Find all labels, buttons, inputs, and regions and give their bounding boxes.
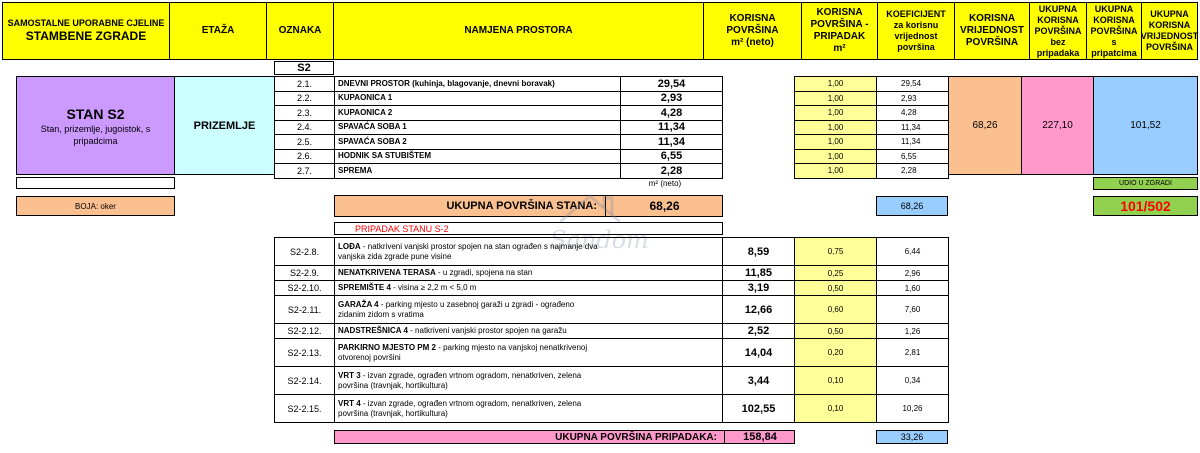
appurtenance-name: NADSTREŠNICA 4 xyxy=(338,326,408,335)
unit-code-label: S2 xyxy=(274,61,334,75)
unit-description: Stan, prizemlje, jugoistok, s pripadcima xyxy=(40,123,151,146)
total-value: 101,52 xyxy=(1093,76,1198,175)
appurtenance-detail: - izvan zgrade, ograđen vrtnom ogradom, nenatkriven, zelena površina (travnjak, hortikultura) xyxy=(338,398,582,418)
total-with-appurtenances: 227,10 xyxy=(1021,76,1094,175)
appurtenance-name: NENATKRIVENA TERASA xyxy=(338,268,436,277)
appurtenance-name: VRT 4 xyxy=(338,398,361,408)
appurtenance-code: S2-2.8. xyxy=(274,237,335,266)
room-area: 2,28 xyxy=(620,163,723,179)
appurtenance-value: 10,26 xyxy=(876,394,949,423)
room-value: 11,34 xyxy=(876,134,949,150)
room-code: 2.7. xyxy=(274,163,335,179)
room-code: 2.2. xyxy=(274,91,335,107)
appurtenance-desc xyxy=(334,366,723,395)
total-app-area: 158,84 xyxy=(724,431,795,443)
appurtenance-value: 6,44 xyxy=(876,237,949,266)
appurtenance-detail: - visina ≥ 2,2 m < 5,0 m xyxy=(390,283,477,292)
room-coef: 1,00 xyxy=(794,120,877,136)
total-app-row xyxy=(334,430,795,444)
unit-name: STAN S2 xyxy=(66,105,125,122)
room-name: DNEVNI PROSTOR (kuhinja, blagovanje, dnevni boravak) xyxy=(334,76,621,92)
room-coef: 1,00 xyxy=(794,91,877,107)
room-value: 29,54 xyxy=(876,76,949,92)
appurtenance-coef: 0,50 xyxy=(794,323,877,339)
room-area: 4,28 xyxy=(620,105,723,121)
color-label: BOJA: oker xyxy=(16,196,175,216)
empty-cell xyxy=(16,177,175,189)
room-code: 2.6. xyxy=(274,149,335,165)
room-value: 6,55 xyxy=(876,149,949,165)
total-app-value: 33,26 xyxy=(876,430,948,444)
header-pripadak xyxy=(801,2,878,60)
header-unit-title xyxy=(2,2,170,60)
appurtenance-desc xyxy=(334,280,723,296)
appurtenance-value: 0,34 xyxy=(876,366,949,395)
appurtenance-detail: - natkriveni vanjski prostor spojen na stan ograđen s najmanje dva vanjska zida zgrade pune visine xyxy=(338,241,598,261)
appurtenance-area: 11,85 xyxy=(722,265,795,281)
share-value: 101/502 xyxy=(1093,196,1198,216)
appurtenance-desc xyxy=(334,265,723,281)
header-ukupna-bez: UKUPNA KORISNA POVRŠINA bez pripadaka xyxy=(1029,2,1087,60)
appurtenance-name: LOĐA xyxy=(338,241,361,251)
appurtenance-coef: 0,10 xyxy=(794,366,877,395)
total-flat-value: 68,26 xyxy=(876,196,948,216)
room-coef: 1,00 xyxy=(794,76,877,92)
header-koeficijent: KOEFICIJENT za korisnu vrijednost površina xyxy=(877,2,955,60)
appurtenance-value: 2,96 xyxy=(876,265,949,281)
appurtenance-code: S2-2.13. xyxy=(274,338,335,367)
header-pripadak-unit: m² xyxy=(833,43,846,54)
appurtenance-code: S2-2.11. xyxy=(274,295,335,324)
share-label: UDIO U ZGRADI xyxy=(1093,177,1198,190)
header-unit-line2: STAMBENE ZGRADE xyxy=(25,29,147,43)
appurtenance-detail: - izvan zgrade, ograđen vrtnom ogradom, nenatkriven, zelena površina (travnjak, hortikultura) xyxy=(338,370,582,390)
appurtenance-coef: 0,60 xyxy=(794,295,877,324)
appurtenance-code: S2-2.14. xyxy=(274,366,335,395)
appurtenance-area: 12,66 xyxy=(722,295,795,324)
room-name: HODNIK SA STUBIŠTEM xyxy=(334,149,621,165)
appurtenance-code: S2-2.15. xyxy=(274,394,335,423)
appurtenance-value: 2,81 xyxy=(876,338,949,367)
appurtenance-coef: 0,75 xyxy=(794,237,877,266)
appurtenance-name: SPREMIŠTE 4 xyxy=(338,283,391,292)
room-coef: 1,00 xyxy=(794,134,877,150)
appurtenance-detail: - u zgradi, spojena na stan xyxy=(435,268,533,277)
room-name: SPREMA xyxy=(334,163,621,179)
appurtenance-desc xyxy=(334,295,723,324)
room-coef: 1,00 xyxy=(794,163,877,179)
appurtenance-desc xyxy=(334,394,723,423)
appurtenance-coef: 0,20 xyxy=(794,338,877,367)
appurtenance-title xyxy=(334,222,723,235)
room-value: 4,28 xyxy=(876,105,949,121)
room-area: 6,55 xyxy=(620,149,723,165)
header-vrijednost: KORISNA VRIJEDNOST POVRŠINA xyxy=(954,2,1030,60)
header-korisna xyxy=(703,2,802,60)
appurtenance-coef: 0,50 xyxy=(794,280,877,296)
appurtenance-area: 14,04 xyxy=(722,338,795,367)
header-etaza: ETAŽA xyxy=(169,2,267,60)
appurtenance-detail: - parking mjesto u zasebnoj garaži u zgradi - ograđeno zidanim zidom s vratima xyxy=(338,299,575,319)
room-value: 2,28 xyxy=(876,163,949,179)
room-code: 2.5. xyxy=(274,134,335,150)
header-ukupna-s: UKUPNA KORISNA POVRŠINA s pripatcima xyxy=(1086,2,1142,60)
appurtenance-detail: - natkriveni vanjski prostor spojen na garažu xyxy=(407,326,567,335)
appurtenance-coef: 0,10 xyxy=(794,394,877,423)
room-value: 11,34 xyxy=(876,120,949,136)
appurtenance-desc xyxy=(334,237,723,266)
appurtenance-detail: - parking mjesto na vanjskoj nenatkrivenoj otvorenoj površini xyxy=(338,342,588,362)
watermark-text: Sandom xyxy=(550,226,649,254)
appurtenance-coef: 0,25 xyxy=(794,265,877,281)
room-name: KUPAONICA 2 xyxy=(334,105,621,121)
appurtenance-area: 3,44 xyxy=(722,366,795,395)
room-area: 11,34 xyxy=(620,134,723,150)
appurtenance-value: 7,60 xyxy=(876,295,949,324)
total-app-label: UKUPNA POVRŠINA PRIPADAKA: xyxy=(555,431,717,443)
room-area: 11,34 xyxy=(620,120,723,136)
unit-note: m² (neto) xyxy=(648,178,682,188)
appurtenance-desc xyxy=(334,338,723,367)
appurtenance-desc xyxy=(334,323,723,339)
room-coef: 1,00 xyxy=(794,149,877,165)
room-code: 2.3. xyxy=(274,105,335,121)
room-code: 2.1. xyxy=(274,76,335,92)
appurtenance-area: 2,52 xyxy=(722,323,795,339)
appurtenance-name: GARAŽA 4 xyxy=(338,299,379,309)
appurtenance-code: S2-2.9. xyxy=(274,265,335,281)
unit-name-cell xyxy=(16,76,175,175)
unit-floor: PRIZEMLJE xyxy=(174,76,275,175)
appurtenance-area: 8,59 xyxy=(722,237,795,266)
header-ukupna-vrijednost: UKUPNA KORISNA VRIJEDNOST POVRŠINA xyxy=(1141,2,1198,60)
appurtenance-name: VRT 3 xyxy=(338,370,361,380)
appurtenance-area: 3,19 xyxy=(722,280,795,296)
appurtenance-code: S2-2.10. xyxy=(274,280,335,296)
room-name: SPAVAĆA SOBA 2 xyxy=(334,134,621,150)
room-area: 29,54 xyxy=(620,76,723,92)
header-korisna-unit: m² (neto) xyxy=(731,37,774,48)
room-code: 2.4. xyxy=(274,120,335,136)
room-area: 2,93 xyxy=(620,91,723,107)
header-oznaka: OZNAKA xyxy=(266,2,334,60)
header-unit-line1: SAMOSTALNE UPORABNE CJELINE xyxy=(7,18,165,28)
room-coef: 1,00 xyxy=(794,105,877,121)
appurtenance-code: S2-2.12. xyxy=(274,323,335,339)
appurtenance-name: PARKIRNO MJESTO PM 2 xyxy=(338,342,436,352)
appurtenance-value: 1,60 xyxy=(876,280,949,296)
room-value: 2,93 xyxy=(876,91,949,107)
appurtenance-area: 102,55 xyxy=(722,394,795,423)
appurtenance-title-text: PRIPADAK STANU S-2 xyxy=(355,223,449,234)
appurtenance-value: 1,26 xyxy=(876,323,949,339)
room-name: SPAVAĆA SOBA 1 xyxy=(334,120,621,136)
total-flat-label: UKUPNA POVRŠINA STANA: xyxy=(446,200,597,212)
room-name: KUPAONICA 1 xyxy=(334,91,621,107)
header-namjena: NAMJENA PROSTORA xyxy=(333,2,704,60)
header-korisna-label: KORISNA POVRŠINA xyxy=(726,13,779,36)
header-pripadak-label: KORISNA POVRŠINA - PRIPADAK xyxy=(810,7,869,42)
total-without-appurtenances: 68,26 xyxy=(948,76,1022,175)
total-flat-area: 68,26 xyxy=(605,196,723,216)
